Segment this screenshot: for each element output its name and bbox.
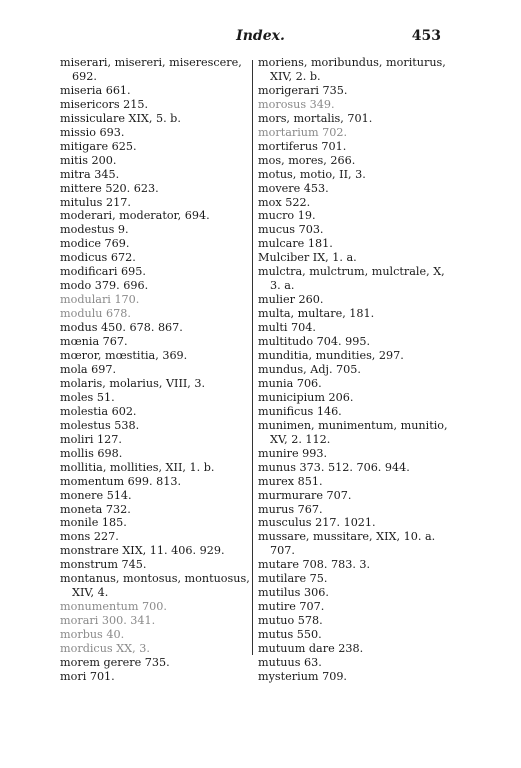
index-entry: multa, multare, 181. <box>258 307 375 321</box>
column-divider <box>252 60 253 655</box>
index-entry: miseria 661. <box>60 83 131 97</box>
index-entry: moles 51. <box>60 390 115 404</box>
index-entry: mordicus XX, 3. <box>60 642 150 656</box>
index-entry: motus, motio, II, 3. <box>258 167 366 181</box>
index-entry: murmurare 707. <box>258 488 352 502</box>
index-entry: missiculare XIX, 5. b. <box>60 111 181 125</box>
index-entry: modestus 9. <box>60 223 129 237</box>
index-entry: mortiferus 701. <box>258 139 347 153</box>
index-entry: moliri 127. <box>60 432 122 446</box>
index-entry: Mulciber IX, 1. a. <box>258 251 357 265</box>
index-entry: mulctra, mulctrum, mulctrale, X, 3. a. <box>258 265 445 293</box>
page-number: 453 <box>411 28 441 44</box>
index-entry: modice 769. <box>60 237 130 251</box>
index-entry: montanus, montosus, montuosus, XIV, 4. <box>60 572 250 600</box>
index-entry: mundus, Adj. 705. <box>258 362 361 376</box>
index-entry: monile 185. <box>60 516 127 530</box>
index-entry: mitulus 217. <box>60 195 131 209</box>
index-entry: mitigare 625. <box>60 139 137 153</box>
index-entry: mittere 520. 623. <box>60 181 159 195</box>
index-entry: modicus 672. <box>60 251 136 265</box>
index-entry: mitra 345. <box>60 167 120 181</box>
index-entry: multitudo 704. 995. <box>258 335 370 349</box>
index-entry: modulari 170. <box>60 293 140 307</box>
index-entry: molestus 538. <box>60 418 140 432</box>
index-entry: municipium 206. <box>258 390 354 404</box>
index-entry: mox 522. <box>258 195 311 209</box>
index-entry: missio 693. <box>60 125 125 139</box>
index-entry: munia 706. <box>258 376 322 390</box>
index-entry: mitis 200. <box>60 153 117 167</box>
index-entry: mucus 703. <box>258 223 324 237</box>
index-entry: mœnia 767. <box>60 335 128 349</box>
index-entry: mutilare 75. <box>258 572 328 586</box>
index-entry: munimen, munimentum, munitio, XV, 2. 112. <box>258 418 448 446</box>
index-entry: moriens, moribundus, moriturus, XIV, 2. b. <box>258 56 446 83</box>
index-entry: mutuus 63. <box>258 655 322 669</box>
index-entry: moneta 732. <box>60 502 131 516</box>
index-entry: munus 373. 512. 706. 944. <box>258 460 410 474</box>
index-entry: mulcare 181. <box>258 237 333 251</box>
index-entry: momentum 699. 813. <box>60 474 182 488</box>
running-title: Index. <box>236 28 285 44</box>
index-entry: morigerari 735. <box>258 83 348 97</box>
index-entry: mutilus 306. <box>258 586 329 600</box>
index-entry: murex 851. <box>258 474 323 488</box>
index-entry: mysterium 709. <box>258 669 347 683</box>
index-entry: multi 704. <box>258 321 316 335</box>
index-entry: molestia 602. <box>60 404 137 418</box>
index-entry: morbus 40. <box>60 628 125 642</box>
index-entry: mola 697. <box>60 362 117 376</box>
index-column-left <box>60 56 250 684</box>
index-entry: mulier 260. <box>258 293 324 307</box>
index-entry: mutuo 578. <box>258 614 323 628</box>
index-entry: mos, mores, 266. <box>258 153 356 167</box>
index-entry: mutire 707. <box>258 600 325 614</box>
index-entry: mortarium 702. <box>258 125 348 139</box>
index-entry: mussare, mussitare, XIX, 10. a. 707. <box>258 530 436 558</box>
index-entry: mutus 550. <box>258 628 322 642</box>
index-entry: mollitia, mollities, XII, 1. b. <box>60 460 215 474</box>
index-entry: murus 767. <box>258 502 323 516</box>
index-entry: munditia, mundities, 297. <box>258 349 404 363</box>
index-entry: modificari 695. <box>60 265 146 279</box>
index-column-right <box>258 56 450 684</box>
index-entry: munificus 146. <box>258 404 342 418</box>
index-entry: mœror, mœstitia, 369. <box>60 349 188 363</box>
index-entry: mons 227. <box>60 530 119 544</box>
index-entry: mutare 708. 783. 3. <box>258 558 371 572</box>
index-entry: morosus 349. <box>258 97 335 111</box>
index-entry: modo 379. 696. <box>60 279 149 293</box>
index-entry: molaris, molarius, VIII, 3. <box>60 376 206 390</box>
index-entry: morem gerere 735. <box>60 655 170 669</box>
index-entry: modulu 678. <box>60 307 131 321</box>
index-entry: modus 450. 678. 867. <box>60 321 183 335</box>
index-entry: monstrum 745. <box>60 558 147 572</box>
index-entry: mollis 698. <box>60 446 123 460</box>
index-entry: miserari, misereri, miserescere, 692. <box>60 56 242 83</box>
index-entry: monumentum 700. <box>60 600 167 614</box>
index-entry: mutuum dare 238. <box>258 642 364 656</box>
index-entry: misericors 215. <box>60 97 149 111</box>
index-entry: moderari, moderator, 694. <box>60 209 210 223</box>
index-entry: morari 300. 341. <box>60 614 156 628</box>
index-entry: mori 701. <box>60 669 115 683</box>
index-entry: musculus 217. 1021. <box>258 516 376 530</box>
page-header <box>0 28 521 48</box>
index-entry: mucro 19. <box>258 209 316 223</box>
index-entry: monere 514. <box>60 488 132 502</box>
index-entry: monstrare XIX, 11. 406. 929. <box>60 544 225 558</box>
index-entry: munire 993. <box>258 446 328 460</box>
index-entry: movere 453. <box>258 181 329 195</box>
index-entry: mors, mortalis, 701. <box>258 111 373 125</box>
